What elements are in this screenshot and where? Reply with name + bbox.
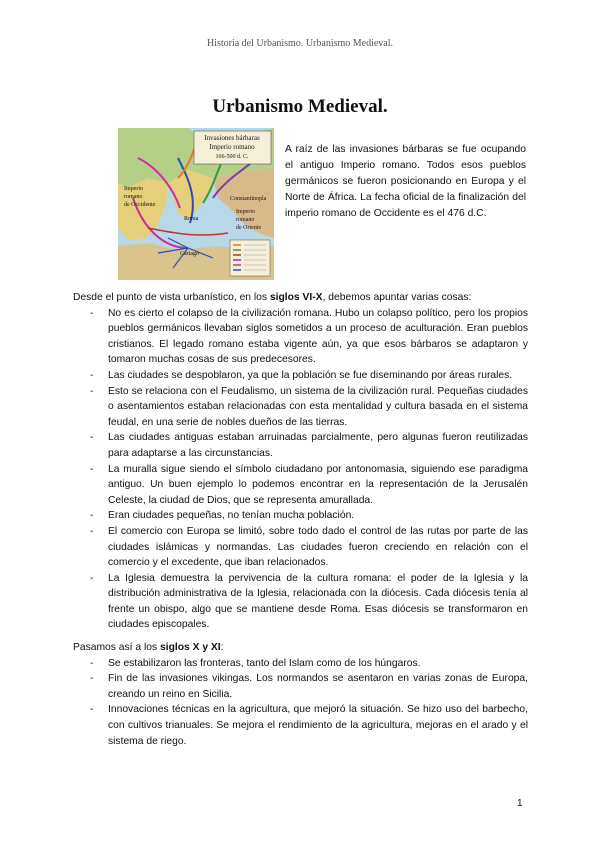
section1-lead-end: , debemos apuntar varias cosas: bbox=[322, 292, 472, 303]
section1-lead bbox=[73, 290, 528, 306]
list-item-text: Las ciudades se despoblaron, ya que la población se fue diseminando por áreas rurales. bbox=[108, 369, 513, 381]
map-title-line-2: Imperio romano bbox=[209, 143, 255, 151]
dash-bullet: - bbox=[90, 572, 94, 584]
section1-list bbox=[73, 306, 528, 633]
list-item-text: Se estabilizaron las fronteras, tanto del Islam como de los húngaros. bbox=[108, 657, 421, 669]
map-label-east-1: Imperio bbox=[236, 209, 255, 215]
map-label-east-3: de Oriente bbox=[236, 225, 262, 231]
list-item-text: La muralla sigue siendo el símbolo ciudadano por antonomasia, siguiendo ese paradigma antiguo. Un buen ejemplo lo podemos encontrar en la representación de la Jerusalén Celeste, la ciudad de Dios, que se representa amurallada. bbox=[108, 463, 528, 506]
list-item bbox=[73, 306, 528, 368]
map-label-east-2: romano bbox=[236, 217, 255, 223]
section2-lead-end: : bbox=[220, 642, 224, 653]
list-item-text: Las ciudades antiguas estaban arruinadas parcialmente, pero algunas fueron reutilizadas para adaptarse a las circunstancias. bbox=[108, 432, 528, 459]
dash-bullet: - bbox=[90, 525, 94, 537]
section-siglos-vi-x bbox=[73, 290, 528, 633]
dash-bullet: - bbox=[90, 432, 94, 444]
dash-bullet: - bbox=[90, 657, 94, 669]
section1-lead-start: Desde el punto de vista urbanístico, en los bbox=[73, 292, 270, 303]
list-item bbox=[73, 462, 528, 509]
list-item bbox=[73, 508, 528, 524]
intro-paragraph: A raíz de las invasiones bárbaras se fue ocupando el antiguo Imperio romano. Todos esos pueblos germánicos se fueron posicionando en Europa y el Norte de África. La fecha oficial de la finalización del imperio romano de Occidente es el 476 d.C. bbox=[285, 144, 526, 219]
section-siglos-x-xi bbox=[73, 640, 528, 749]
page-number: 1 bbox=[517, 798, 523, 809]
list-item-text: Esto se relaciona con el Feudalismo, un sistema de la civilización rural. Pequeñas ciudades o asentamientos estaban relacionadas con esta mentalidad y cultura basada en el sistema feudal, en una serie de nobles dueños de las tierras. bbox=[108, 385, 528, 428]
list-item-text: La Iglesia demuestra la pervivencia de la cultura romana: el poder de la Iglesia y la distribución administrativa de la Iglesia, relacionada con la diócesis. Cada diócesis tenía al frente un obispo, algo que se mantiene desde Roma. Esas diócesis se transformaron en ciudades episcopales. bbox=[108, 572, 528, 631]
list-item-text: Innovaciones técnicas en la agricultura, que mejoró la situación. Se hizo uso del barbecho, con cultivos trianuales. Se mejora el rendimiento de la agricultura, mejoras en el arado y el sistema de riego. bbox=[108, 704, 528, 747]
dash-bullet: - bbox=[90, 510, 94, 522]
dash-bullet: - bbox=[90, 307, 94, 319]
section2-lead-start: Pasamos así a los bbox=[73, 642, 160, 653]
list-item-text: Eran ciudades pequeñas, no tenían mucha población. bbox=[108, 510, 355, 522]
map-title-line-1: Invasiones bárbaras bbox=[204, 134, 260, 142]
list-item bbox=[73, 524, 528, 571]
list-item-text: No es cierto el colapso de la civilización romana. Hubo un colapso político, pero los propios pueblos germánicos llevaban siglos sometidos a un proceso de aculturación. Eran pueblos cristianos. El legado romano estaba vigente aún, ya que esos bárbaros se adaptaron y tomaron muchas cosas de sus predecesores. bbox=[108, 307, 528, 366]
section2-lead bbox=[73, 640, 528, 656]
section2-list bbox=[73, 656, 528, 750]
running-header: Historia del Urbanismo. Urbanismo Medieval. bbox=[206, 38, 394, 49]
map-label-cartago: Cartago bbox=[180, 251, 199, 257]
dash-bullet: - bbox=[90, 704, 94, 716]
map-label-constantinopla: Constantinopla bbox=[230, 196, 267, 202]
invasions-map-image bbox=[118, 128, 274, 280]
map-label-west-2: romano bbox=[124, 194, 143, 200]
list-item bbox=[73, 656, 528, 672]
list-item-text: Fin de las invasiones vikingas. Los normandos se asentaron en varias zonas de Europa, creando un reino en Sicilia. bbox=[108, 673, 528, 700]
list-item bbox=[73, 702, 528, 749]
dash-bullet: - bbox=[90, 463, 94, 475]
list-item bbox=[73, 571, 528, 633]
dash-bullet: - bbox=[90, 369, 94, 381]
dash-bullet: - bbox=[90, 385, 94, 397]
list-item bbox=[73, 671, 528, 702]
invasions-map-svg bbox=[118, 128, 274, 280]
map-label-west-3: de Occidente bbox=[124, 202, 156, 208]
section2-lead-bold: siglos X y XI bbox=[160, 642, 221, 653]
map-title-line-3: 166-500 d. C. bbox=[215, 154, 249, 160]
list-item-text: El comercio con Europa se limitó, sobre todo dado el control de las rutas por parte de las ciudades islámicas y normandas. Las ciudades fueron creciendo en relación con el comercio y el excedente, que iban relacionados. bbox=[108, 525, 528, 569]
list-item bbox=[73, 368, 528, 384]
dash-bullet: - bbox=[90, 673, 94, 685]
section1-lead-bold: siglos VI-X bbox=[269, 292, 323, 303]
map-label-roma: Roma bbox=[184, 216, 199, 222]
list-item bbox=[73, 430, 528, 461]
page-title: Urbanismo Medieval. bbox=[212, 96, 388, 117]
list-item bbox=[73, 384, 528, 431]
map-label-west-1: Imperio bbox=[124, 186, 143, 192]
